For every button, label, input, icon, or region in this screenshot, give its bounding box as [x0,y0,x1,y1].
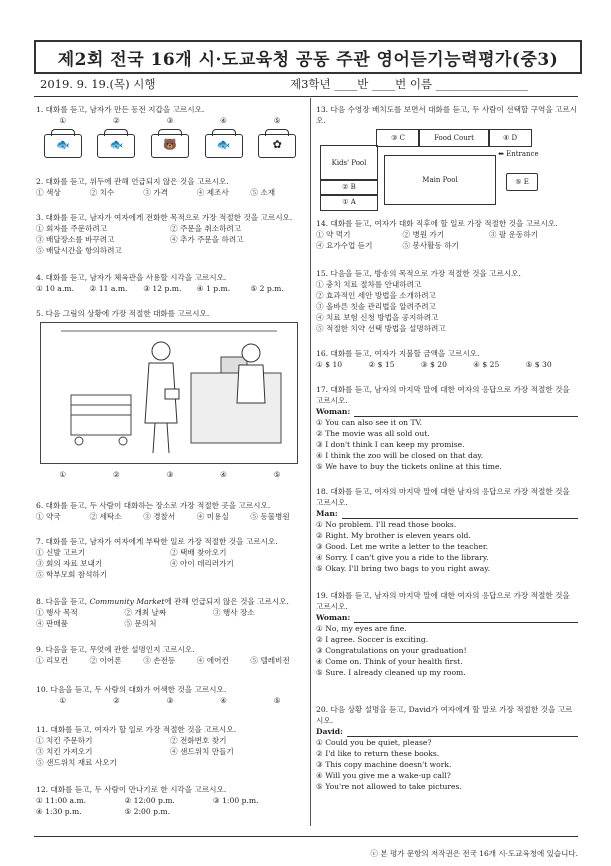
question-19: 19. 대화를 듣고, 남자의 마지막 말에 대한 여자의 응답으로 가장 적절한 것을 고르시오. Woman: ① No, my eyes are fine. ② I agree. Soccer is exciting. ③ Congratulations on your graduation! ④ Come on. Think of your health first. ⑤ Sure. I already cleaned up my room. [316,590,578,678]
q15-option-3[interactable]: ③ 올바른 칫솔 관리법을 알려주려고 [316,302,436,311]
question-18: 18. 대화를 듣고, 여자의 마지막 말에 대한 남자의 응답으로 가장 적절한 것을 고르시오. Man: ① No problem. I'll read those books. ② Right. My brother is eleven years old. ③ Good. Let me write a letter to the teacher. ④ Sorry. I can't give you a ride to the library. ⑤ Okay. I'll bring two bags to you right away. [316,486,578,574]
q19-answer-line [354,613,578,623]
map-zone-b[interactable]: ② B [320,179,378,196]
question-12: 12. 대화를 듣고, 두 사람이 만나기로 한 시각을 고르시오. ① 11:00 a.m. ② 12:00 p.m. ③ 1:00 p.m. ④ 1:30 p.m. ⑤ 2:00 p.m. [36,784,304,817]
q18-option-1[interactable]: ① No problem. I'll read those books. [316,520,457,529]
q12-option-3[interactable]: ③ 1:00 p.m. [212,796,259,805]
q17-option-4[interactable]: ④ I think the zoo will be closed on that day. [316,451,484,460]
q8-option-1[interactable]: ① 행사 목적 [36,608,78,617]
q16-option-2[interactable]: ② $ 15 [368,360,395,369]
question-2: 2. 대화를 듣고, 위두에 관해 언급되지 않은 것을 고르시오. ① 색상 ② 치수 ③ 가격 ④ 제조사 ⑤ 소재 [36,176,304,198]
map-zone-c[interactable]: ③ C [376,129,420,147]
q16-option-4[interactable]: ④ $ 25 [473,360,500,369]
fish-purse-icon: 🐟 [97,134,135,158]
fish-purse-icon: 🐟 [205,134,243,158]
q16-option-1[interactable]: ① $ 10 [316,360,343,369]
q3-option-4[interactable]: ④ 추가 주문을 하려고 [170,235,244,244]
q17-answer-line [354,407,578,417]
question-20: 20. 다음 상황 설명을 듣고, David가 여자에게 할 말로 가장 적절한 것을 고르시오. David: ① Could you be quiet, please? ② I'd like to return these books. ③ This copy machine doesn't work. ④ Will you give me a wake-up call? ⑤ You're not allowed to take pictures. [316,704,578,792]
q18-option-4[interactable]: ④ Sorry. I can't give you a ride to the library. [316,553,489,562]
q5-option-1[interactable]: ① [59,470,67,479]
q8-option-3[interactable]: ③ 행사 장소 [212,608,255,617]
q15-option-1[interactable]: ① 충치 치료 절차를 안내하려고 [316,280,422,289]
q2-option-4[interactable]: ④ 제조사 [196,188,229,197]
q2-option-3[interactable]: ③ 가격 [143,188,168,197]
q7-option-5[interactable]: ⑤ 학부모회 참석하기 [36,570,108,579]
q7-option-3[interactable]: ③ 회의 자료 보내기 [36,559,103,568]
q5-option-4[interactable]: ④ [220,470,227,479]
q18-option-5[interactable]: ⑤ Okay. I'll bring two bags to you right away. [316,564,490,573]
q14-option-1[interactable]: ① 약 먹기 [316,230,351,239]
q4-option-1[interactable]: ① 10 a.m. [36,284,74,293]
q20-option-4[interactable]: ④ Will you give me a wake-up call? [316,771,451,780]
header-rule [34,96,578,97]
q5-option-5[interactable]: ⑤ [273,470,281,479]
question-4: 4. 대화를 듣고, 남자가 체육관을 사용할 시각을 고르시오. ① 10 a.m. ② 11 a.m. ③ 12 p.m. ④ 1 p.m. ⑤ 2 p.m. [36,272,304,294]
q17-option-2[interactable]: ② The movie was all sold out. [316,429,430,438]
question-6: 6. 대화를 듣고, 두 사람이 대화하는 장소로 가장 적절한 곳을 고르시오. ① 약국 ② 세탁소 ③ 경찰서 ④ 미용실 ⑤ 동물병원 [36,500,304,522]
question-16: 16. 대화를 듣고, 여자가 지불할 금액을 고르시오. ① $ 10 ② $ 15 ③ $ 20 ④ $ 25 ⑤ $ 30 [316,348,578,370]
q17-option-1[interactable]: ① You can also see it on TV. [316,418,423,427]
q10-option-5[interactable]: ⑤ [273,696,281,705]
q20-option-2[interactable]: ② I'd like to return these books. [316,749,440,758]
q17-option-5[interactable]: ⑤ We have to buy the tickets online at this time. [316,462,502,471]
q8-option-2[interactable]: ② 개최 날짜 [124,608,167,617]
q16-option-3[interactable]: ③ $ 20 [420,360,447,369]
q1-option-1[interactable]: ① [59,116,67,125]
q20-option-5[interactable]: ⑤ You're not allowed to take pictures. [316,782,462,791]
q6-option-1[interactable]: ① 약국 [36,512,61,521]
map-kids-pool: Kids' Pool [320,145,378,181]
question-7: 7. 대화를 듣고, 남자가 여자에게 부탁한 일로 가장 적절한 것을 고르시오. ① 신발 고르기 ② 택배 찾아오기 ③ 회의 자료 보내기 ④ 아이 데리러가기 ⑤ 학부모회 참석하기 [36,536,304,580]
q3-option-2[interactable]: ② 주문을 취소하려고 [170,224,242,233]
q4-option-2[interactable]: ② 11 a.m. [89,284,128,293]
q18-answer-line [342,509,578,519]
q6-option-2[interactable]: ② 세탁소 [89,512,122,521]
question-5: 5. 다음 그림의 상황에 가장 적절한 대화를 고르시오. ① ② ③ ④ ⑤ [36,308,304,480]
question-15: 15. 다음을 듣고, 방송의 목적으로 가장 적절한 것을 고르시오. ① 충치 치료 절차를 안내하려고 ② 효과적인 세안 방법을 소개하려고 ③ 올바른 칫솔 관리법을 알려주려고 ④ 치료 보험 신청 방법을 공지하려고 ⑤ 적절한 치약 선택 방법을 설명하려고 [316,268,578,334]
q12-option-5[interactable]: ⑤ 2:00 p.m. [124,807,171,816]
question-9: 9. 다음을 듣고, 무엇에 관한 설명인지 고르시오. ① 리모컨 ② 이어폰 ③ 손전등 ④ 에어컨 ⑤ 텔레비전 [36,644,304,666]
q2-option-5[interactable]: ⑤ 소재 [250,188,276,197]
q1-option-5[interactable]: ⑤ [273,116,281,125]
q20-answer-line [347,727,578,737]
q14-option-2[interactable]: ② 병원 가기 [402,230,445,239]
map-zone-d[interactable]: ④ D [488,129,532,147]
q1-option-3[interactable]: ③ [166,116,174,125]
column-divider [310,98,311,826]
q18-option-3[interactable]: ③ Good. Let me write a letter to the teacher. [316,542,489,551]
q14-option-3[interactable]: ③ 팔 운동하기 [488,230,539,239]
q15-option-4[interactable]: ④ 치료 보험 신청 방법을 공지하려고 [316,313,439,322]
question-17: 17. 대화를 듣고, 남자의 마지막 말에 대한 여자의 응답으로 가장 적절한 것을 고르시오. Woman: ① You can also see it on TV. ② The movie was all sold out. ③ I don't think I can keep my promise. ④ I think the zoo will be closed on that day. ⑤ We have to buy the tickets online at this time. [316,384,578,472]
q20-option-3[interactable]: ③ This copy machine doesn't work. [316,760,452,769]
q8-option-5[interactable]: ⑤ 문의처 [124,619,157,628]
bear-purse-icon: 🐻 [151,134,189,158]
q9-option-3[interactable]: ③ 손전등 [143,656,176,665]
question-11: 11. 대화를 듣고, 여자가 할 일로 가장 적절한 것을 고르시오. ① 치킨 주문하기 ② 전화번호 찾기 ③ 치킨 가져오기 ④ 샌드위치 만들기 ⑤ 샌드위치 재료 사오기 [36,724,304,768]
question-14: 14. 대화를 듣고, 여자가 대화 직후에 할 일로 가장 적절한 것을 고르시오. ① 약 먹기 ② 병원 가기 ③ 팔 운동하기 ④ 요가수업 듣기 ⑤ 봉사활동 하기 [316,218,578,251]
exam-title: 제2회 전국 16개 시·도교육청 공동 주관 영어듣기능력평가(중3) [34,40,582,74]
q11-option-2[interactable]: ② 전화번호 찾기 [170,736,227,745]
q14-option-5[interactable]: ⑤ 봉사활동 하기 [402,241,459,250]
q6-option-3[interactable]: ③ 경찰서 [143,512,176,521]
question-1: 1. 대화를 듣고, 남자가 만든 동전 지갑을 고르시오. ① ② ③ ④ ⑤ 🐟 🐟 🐻 🐟 ✿ [36,104,304,158]
map-main-pool: Main Pool [384,155,496,205]
q8-option-4[interactable]: ④ 판매품 [36,619,69,628]
q19-option-3[interactable]: ③ Congratulations on your graduation! [316,646,467,655]
pool-map [320,129,550,209]
q19-option-2[interactable]: ② I agree. Soccer is exciting. [316,635,429,644]
q3-option-3[interactable]: ③ 배달장소를 바꾸려고 [36,235,115,244]
map-entrance: ⬅ Entrance [498,150,539,158]
q19-option-1[interactable]: ① No, my eyes are fine. [316,624,407,633]
q11-option-4[interactable]: ④ 샌드위치 만들기 [170,747,234,756]
q3-option-5[interactable]: ⑤ 배달시간을 항의하려고 [36,246,122,255]
exam-subtitle [40,76,580,92]
q9-option-1[interactable]: ① 리모컨 [36,656,69,665]
q12-option-2[interactable]: ② 12:00 p.m. [124,796,175,805]
q9-option-2[interactable]: ② 이어폰 [89,656,122,665]
q20-option-1[interactable]: ① Could you be quiet, please? [316,738,432,747]
q5-option-2[interactable]: ② [112,470,120,479]
q7-option-1[interactable]: ① 신발 고르기 [36,548,86,557]
flower-purse-icon: ✿ [258,134,296,158]
q17-option-3[interactable]: ③ I don't think I can keep my promise. [316,440,465,449]
q14-option-4[interactable]: ④ 요가수업 듣기 [316,241,373,250]
map-zone-a[interactable]: ① A [320,194,378,211]
fish-purse-icon: 🐟 [44,134,82,158]
q12-option-1[interactable]: ① 11:00 a.m. [36,796,87,805]
q6-option-4[interactable]: ④ 미용실 [196,512,229,521]
store-checkout-illustration [40,322,298,464]
q19-option-4[interactable]: ④ Come on. Think of your health first. [316,657,463,666]
q10-option-2[interactable]: ② [112,696,120,705]
q19-option-5[interactable]: ⑤ Sure. I already cleaned up my room. [316,668,466,677]
q4-option-3[interactable]: ③ 12 p.m. [143,284,182,293]
question-10: 10. 다음을 듣고, 두 사람의 대화가 어색한 것을 고르시오. ① ② ③ ④ ⑤ [36,685,281,705]
q5-option-3[interactable]: ③ [166,470,174,479]
footer-rule [34,836,578,837]
q9-option-5[interactable]: ⑤ 텔레비전 [250,656,290,665]
q3-option-1[interactable]: ① 회자를 주문하려고 [36,224,108,233]
question-13: 13. 다음 수영장 배치도를 보면서 대화를 듣고, 두 사람이 선택할 구역을 고르시오. Kids' Pool ③ C Food Court ④ D ② B ① A Main Pool ⬅ Entrance ⑤ E [316,104,578,209]
q18-option-2[interactable]: ② Right. My brother is eleven years old. [316,531,471,540]
q7-option-2[interactable]: ② 택배 찾아오기 [170,548,227,557]
q11-option-5[interactable]: ⑤ 샌드위치 재료 사오기 [36,758,117,767]
q4-option-4[interactable]: ④ 1 p.m. [196,284,231,293]
q6-option-5[interactable]: ⑤ 동물병원 [250,512,290,521]
q11-option-1[interactable]: ① 치킨 주문하기 [36,736,93,745]
map-food-court: Food Court [418,129,490,147]
q1-option-4[interactable]: ④ [220,116,227,125]
question-8: 8. 다음을 듣고, Community Market에 관해 언급되지 않은 것을 고르시오. ① 행사 목적 ② 개최 날짜 ③ 행사 장소 ④ 판매품 ⑤ 문의처 [36,596,304,629]
map-zone-e[interactable]: ⑤ E [506,173,538,191]
q9-option-4[interactable]: ④ 에어컨 [196,656,229,665]
copyright-footer: ⓒ 본 평가 문항의 저작권은 전국 16개 시·도교육청에 있습니다. [370,849,578,858]
q12-option-4[interactable]: ④ 1:30 p.m. [36,807,82,816]
q15-option-5[interactable]: ⑤ 적절한 치약 선택 방법을 설명하려고 [316,324,446,333]
q4-option-5[interactable]: ⑤ 2 p.m. [250,284,284,293]
q15-option-2[interactable]: ② 효과적인 세안 방법을 소개하려고 [316,291,436,300]
q10-option-1[interactable]: ① [59,696,67,705]
question-3: 3. 대화를 듣고, 남자가 여자에게 전화한 목적으로 가장 적절한 것을 고르시오. ① 회자를 주문하려고 ② 주문을 취소하려고 ③ 배달장소를 바꾸려고 ④ 추가 주문을 하려고 ⑤ 배달시간을 항의하려고 [36,212,304,256]
q10-option-4[interactable]: ④ [220,696,227,705]
q1-option-2[interactable]: ② [112,116,120,125]
q7-option-4[interactable]: ④ 아이 데리러가기 [170,559,234,568]
student-info: 제3학년 ____반 ____번 이름 ________________ [290,77,528,91]
q2-option-2[interactable]: ② 치수 [89,188,115,197]
q10-option-3[interactable]: ③ [166,696,174,705]
q11-option-3[interactable]: ③ 치킨 가져오기 [36,747,93,756]
exam-date: 2019. 9. 19.(목) 시행 [40,77,156,91]
q2-option-1[interactable]: ① 색상 [36,188,61,197]
q16-option-5[interactable]: ⑤ $ 30 [525,360,552,369]
